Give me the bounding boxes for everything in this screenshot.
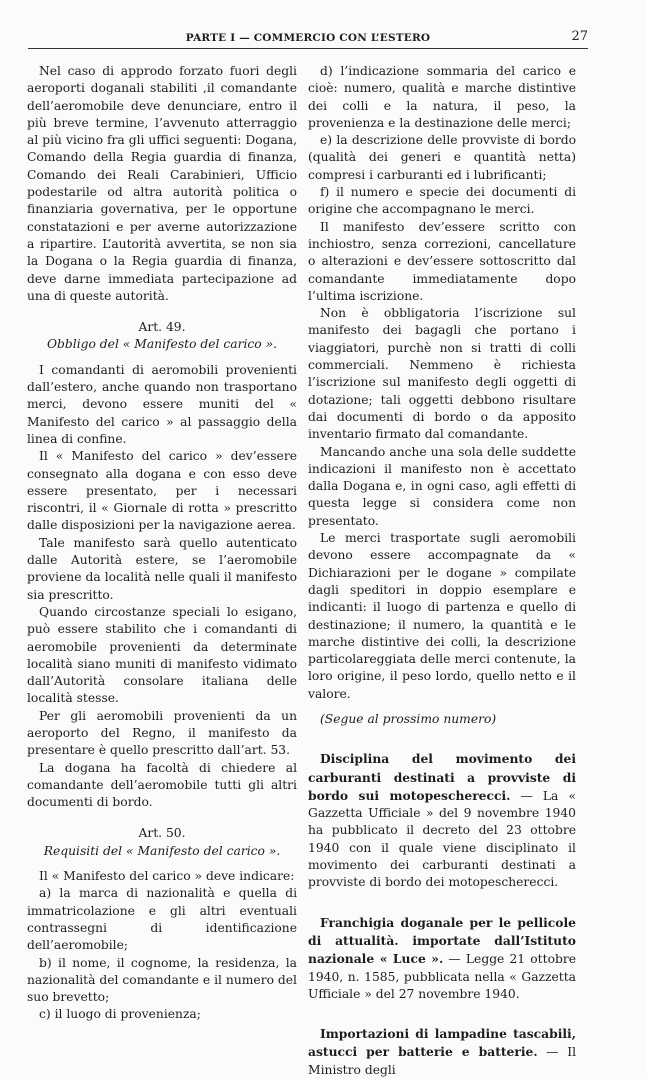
section-lampadine-title: Importazioni di lampadine tascabili, astucci per batterie e batterie. (308, 1026, 576, 1060)
art50-item-e: e) la descrizione delle provviste di bordo (qualità dei generi e quantità netta) compresi i carburanti ed i lubrificanti; (308, 133, 576, 182)
section-pellicole-title: Franchigia doganale per le pellicole di attualità. importate dall’Istituto nazionale « Luce ». (308, 914, 576, 967)
art50-paragraph-1: Il « Manifesto del carico » deve indicare: (39, 869, 295, 884)
art50-subtitle: Requisiti del « Manifesto del carico ». (43, 843, 281, 858)
art50-item-b: b) il nome, il cognome, la residenza, la nazionalità del comandante e il numero del suo brevetto; (27, 955, 297, 1005)
section-pellicole (308, 914, 576, 1003)
right-column (308, 63, 576, 1079)
running-header (28, 30, 588, 49)
art49-paragraph-1: I comandanti di aeromobili provenienti dall’estero, anche quando non trasportano merci, devono essere muniti del « Manifesto del carico » al passaggio della linea di confine. (27, 362, 297, 446)
section-carburanti (308, 750, 576, 891)
left-column (27, 63, 297, 1024)
art50-item-d: d) l’indicazione sommaria del carico e cioè: numero, qualità e marche distintive dei colli e la natura, il peso, la provenienza e la destinazione delle merci; (308, 64, 576, 130)
section-pellicole-text: — Legge 21 ottobre 1940, n. 1585, pubblicata nella « Gazzetta Ufficiale » del 27 novembre 1940. (308, 952, 576, 1001)
header-title: PARTE I — COMMERCIO CON L’ESTERO (185, 32, 431, 44)
art49-paragraph-6: La dogana ha facoltà di chiedere al comandante dell’aeromobile tutti gli altri documenti di bordo. (27, 760, 297, 810)
continued-note: (Segue al prossimo numero) (320, 711, 497, 726)
art49-title: Art. 49. (138, 320, 186, 335)
art50-title: Art. 50. (138, 826, 186, 841)
art49-paragraph-3: Tale manifesto sarà quello autenticato dalle Autorità estere, se l’aeromobile proviene da località nelle quali il manifesto sia prescritto. (27, 535, 297, 602)
section-lampadine-text: — Il Ministro degli (308, 1045, 576, 1077)
manifest-paragraph-3: Mancando anche una sola delle suddette indicazioni il manifesto non è accettato dalla Dogana e, in ogni caso, agli effetti di questa legge si considera come non presentato. (308, 444, 576, 528)
section-lampadine (308, 1025, 576, 1079)
section-carburanti-title: Disciplina del movimento dei carburanti destinati a provviste di bordo sui motopescherecci. (308, 751, 576, 803)
intro-paragraph: Nel caso di approdo forzato fuori degli aeroporti doganali stabiliti ,il comandante dell’aeromobile deve denunciare, entro il più breve termine, l’avvenuto atterraggio al più vicino fra gli uffici seguenti: Dogana, Comando della Regia guardia di finanza, Comando dei Reali Carabinieri, Ufficio podestarile od altra autorità politica o finanziaria governativa, per le opportune constatazioni e per averne autorizzazione a ripartire. L’autorità avvertita, se non sia la Dogana o la Regia guardia di finanza, deve darne immediata partecipazione ad una di queste autorità. (27, 64, 297, 303)
art50-item-f: f) il numero e specie dei documenti di origine che accompagnano le merci. (308, 185, 576, 217)
art49-paragraph-4: Quando circostanze speciali lo esigano, può essere stabilito che i comandanti di aeromobile provenienti da determinate località siano muniti di manifesto vidimato dall’Autorità consolare italiana delle località stesse. (27, 604, 297, 706)
art50-item-c: c) il luogo di provenienza; (39, 1007, 201, 1022)
manifest-paragraph-2: Non è obbligatoria l’iscrizione sul manifesto dei bagagli che portano i viaggiatori, purchè non si tratti di colli commerciali. Nemmeno è richiesta l’iscrizione sul manifesto degli oggetti di dotazione; tali oggetti debbono risultare dai documenti di bordo o da apposito inventario firmato dal comandante. (308, 306, 576, 442)
art49-paragraph-2: Il « Manifesto del carico » dev’essere consegnato alla dogana e con esso deve essere presentato, per i necessari riscontri, il « Giornale di rotta » prescritto dalle disposizioni per la navigazione aerea. (27, 449, 297, 533)
art49-paragraph-5: Per gli aeromobili provenienti da un aeroporto del Regno, il manifesto da presentare è quello prescritto dall’art. 53. (27, 708, 297, 758)
manifest-paragraph-1: Il manifesto dev’essere scritto con inchiostro, senza correzioni, cancellature o alterazioni e dev’essere sottoscritto dal comandante immediatamente dopo l’ultima iscrizione. (308, 219, 576, 303)
art50-item-a: a) la marca di nazionalità e quella di immatricolazione e gli altri eventuali contrassegni di identificazione dell’aeromobile; (27, 886, 297, 953)
manifest-paragraph-4: Le merci trasportate sugli aeromobili devono essere accompagnate da « Dichiarazioni per le dogane » compilate dagli speditori in doppio esemplare e indicanti: il luogo di partenza e quello di destinazione; il numero, la quantità e le marche distintive dei colli, la descrizione particolareggiata delle merci contenute, la loro origine, il peso lordo, quello netto e il valore. (308, 531, 576, 701)
section-carburanti-text: — La « Gazzetta Ufficiale » del 9 novembre 1940 ha pubblicato il decreto del 23 ottobre 1940 con il quale viene disciplinato il movimento dei carburanti destinati a provviste di bordo dei motopescherecci. (308, 788, 576, 890)
page-number: 27 (571, 29, 588, 44)
art49-subtitle: Obbligo del « Manifesto del carico ». (46, 337, 278, 352)
